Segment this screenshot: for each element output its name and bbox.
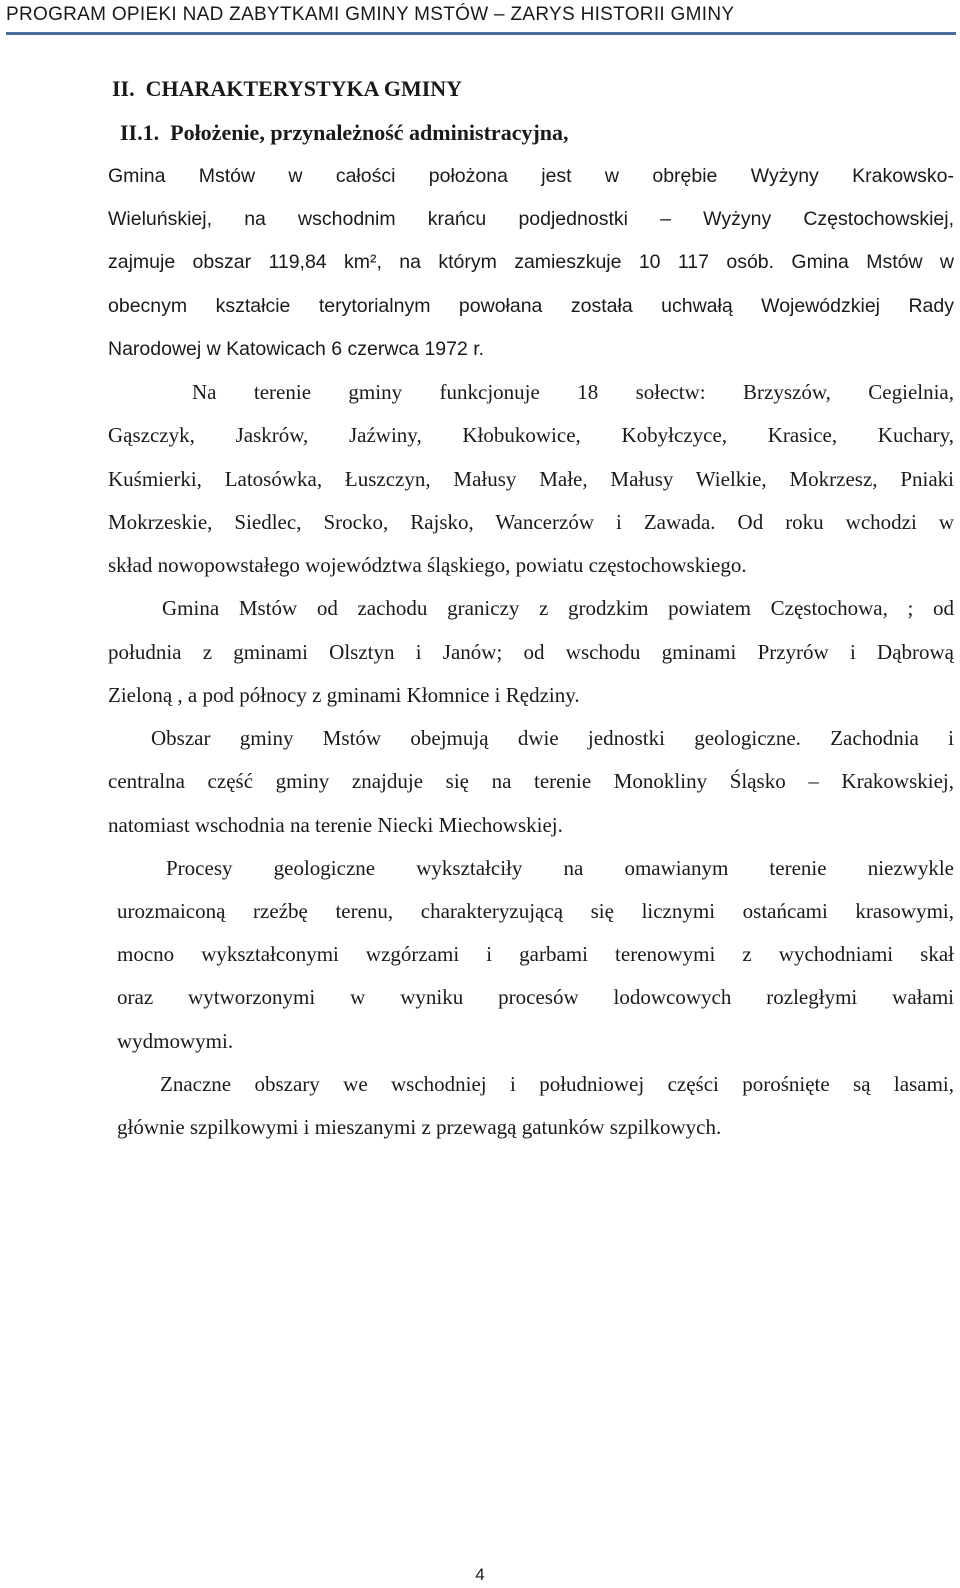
- paragraph-5-line-2: urozmaiconą rzeźbę terenu, charakteryzującą się licznymi ostańcami krasowymi,: [117, 899, 954, 923]
- paragraph-2-line-1: Na terenie gminy funkcjonuje 18 sołectw: Brzyszów, Cegielnia,: [192, 380, 954, 404]
- page-number: 4: [475, 1565, 485, 1584]
- paragraph-6-line-2: głównie szpilkowymi i mieszanymi z przewagą gatunków szpilkowych.: [117, 1115, 722, 1139]
- section-title: Położenie, przynależność administracyjna,: [170, 120, 569, 145]
- paragraph-3-line-3: Zieloną , a pod północy z gminami Kłomnice i Rędziny.: [108, 683, 580, 707]
- chapter-heading: [112, 76, 462, 102]
- paragraph-5-line-5: wydmowymi.: [117, 1029, 234, 1053]
- paragraph-1-line-4: obecnym kształcie terytorialnym powołana została uchwałą Wojewódzkiej Rady: [108, 295, 954, 317]
- paragraph-1-line-1: Gmina Mstów w całości położona jest w obrębie Wyżyny Krakowsko-: [108, 165, 954, 187]
- section-number: II.1.: [120, 120, 160, 145]
- paragraph-2-line-3: Kuśmierki, Latosówka, Łuszczyn, Małusy Małe, Małusy Wielkie, Mokrzesz, Pniaki: [108, 467, 954, 491]
- paragraph-4-line-2: centralna część gminy znajduje się na terenie Monokliny Śląsko – Krakowskiej,: [108, 769, 954, 793]
- paragraph-5-line-3: mocno wykształconymi wzgórzami i garbami terenowymi z wychodniami skał: [117, 942, 954, 966]
- paragraph-6-line-1: Znaczne obszary we wschodniej i południowej części porośnięte są lasami,: [160, 1072, 954, 1096]
- running-header-text: PROGRAM OPIEKI NAD ZABYTKAMI GMINY MSTÓW – ZARYS HISTORII GMINY: [6, 4, 735, 25]
- paragraph-4-line-3: natomiast wschodnia na terenie Niecki Miechowskiej.: [108, 813, 563, 837]
- paragraph-1-line-5: Narodowej w Katowicach 6 czerwca 1972 r.: [108, 338, 485, 360]
- paragraph-2-line-2: Gąszczyk, Jaskrów, Jaźwiny, Kłobukowice, Kobyłczyce, Krasice, Kuchary,: [108, 423, 954, 447]
- paragraph-2-line-4: Mokrzeskie, Siedlec, Srocko, Rajsko, Wancerzów i Zawada. Od roku wchodzi w: [108, 510, 954, 534]
- paragraph-1-line-3: zajmuje obszar 119,84 km², na którym zamieszkuje 10 117 osób. Gmina Mstów w: [108, 251, 954, 273]
- paragraph-5-line-4: oraz wytworzonymi w wyniku procesów lodowcowych rozległymi wałami: [117, 985, 954, 1009]
- chapter-title: CHARAKTERYSTYKA GMINY: [145, 76, 463, 101]
- running-header: [6, 0, 956, 35]
- paragraph-1-line-2: Wieluńskiej, na wschodnim krańcu podjednostki – Wyżyny Częstochowskiej,: [108, 208, 954, 230]
- chapter-number: II.: [112, 76, 135, 101]
- paragraph-2-line-5: skład nowopowstałego województwa śląskiego, powiatu częstochowskiego.: [108, 553, 747, 577]
- paragraph-4-line-1: Obszar gminy Mstów obejmują dwie jednostki geologiczne. Zachodnia i: [151, 726, 954, 750]
- paragraph-5-line-1: Procesy geologiczne wykształciły na omawianym terenie niezwykle: [166, 856, 954, 880]
- paragraph-3-line-2: południa z gminami Olsztyn i Janów; od wschodu gminami Przyrów i Dąbrową: [108, 640, 954, 664]
- paragraph-3-line-1: Gmina Mstów od zachodu graniczy z grodzkim powiatem Częstochowa, ; od: [162, 596, 954, 620]
- section-heading: [120, 120, 569, 146]
